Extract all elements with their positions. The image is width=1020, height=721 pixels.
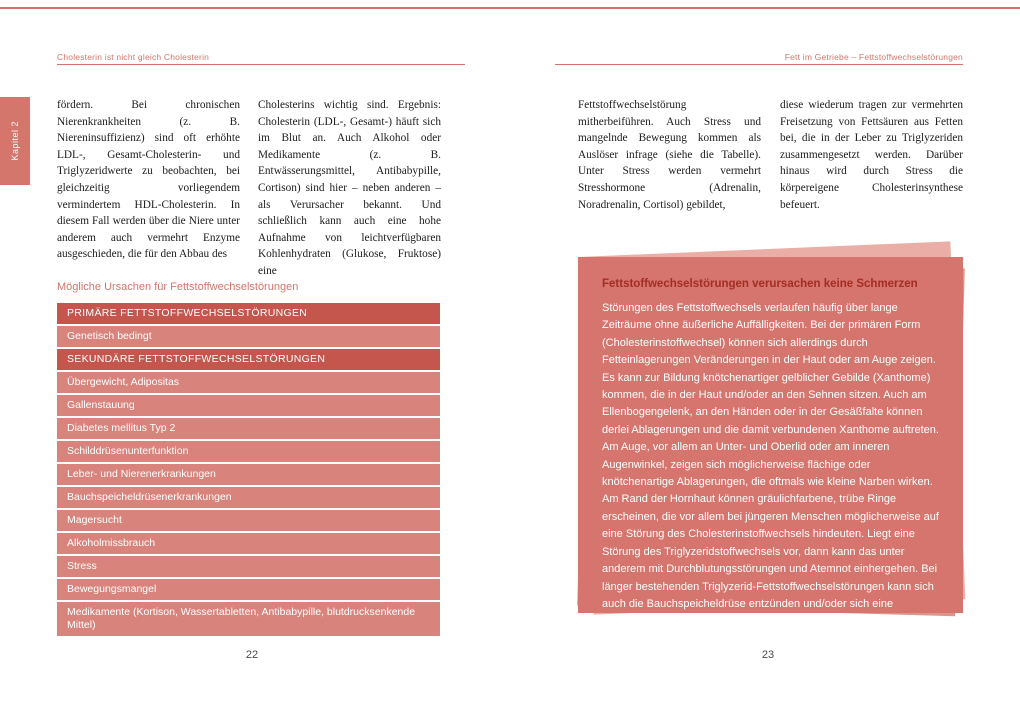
top-rule xyxy=(0,7,1020,9)
body-column-2: Cholesterins wichtig sind. Ergebnis: Cholesterin (LDL-, Gesamt-) häuft sich im Blut an. Auch Alkohol oder Medikamente (z. B. Entwässerungsmittel, Antibabypille, Cortison) sind hier – neben anderen – als Verursacher bekannt. Und schließlich kann auch eine hohe Aufnahme von leichtverfügbaren Kohlenhydraten (Glukose, Fruktose) eine xyxy=(258,99,441,277)
body-column-3: Fettstoffwechselstörung mitherbeiführen. Auch Stress und mangelnde Bewegung kommen als Auslöser infrage (siehe die Tabelle). Unter Stress werden vermehrt Stresshormone (Adrenalin, Noradrenalin, Cortisol) gebildet, xyxy=(578,99,761,211)
infobox-body: Störungen des Fettstoffwechsels verlaufen häufig über lange Zeiträume ohne äußerliche Auffälligkeiten. Bei der primären Form (Cholesterinstoffwechsel) können sich allerdings durch Fetteinlagerungen Veränderungen in der Haut oder am Auge zeigen. Es kann zur Bildung knötchenartiger gelblicher Gebilde (Xanthome) kommen, die in der Haut und/oder an den Sehnen sitzen. Auch am Ellenbogengelenk, an den Händen oder in der Gesäßfalte können derlei Ablagerungen und die damit verbundenen Xanthome auftreten. Am Auge, vor allem an Unter- und Oberlid oder am inneren Augenwinkel, zeigen sich möglicherweise flächige oder knötchenartige Ablagerungen, die oftmals wie kleine Narben wirken. Am Rand der Hornhaut können gräulichfarbene, trübe Ringe erscheinen, die vor allem bei jüngeren Menschen möglicherweise auf eine Störung des Cholesterinstoffwechsels hindeuten. Liegt eine Störung des Triglyzeridstoffwechsels vor, dann kann das unter anderem mit Durchblutungsstörungen und Atemnot einhergehen. Bei länger bestehenden Triglyzerid-Fettstoffwechselstörungen kann sich auch die Bauchspeicheldrüse entzünden und/oder sich eine Fettleber bilden. xyxy=(602,302,939,628)
running-head-rule-left xyxy=(57,64,465,65)
table-row: Alkoholmissbrauch xyxy=(57,533,440,554)
table-row: Leber- und Nierenerkrankungen xyxy=(57,464,440,485)
table-row: Übergewicht, Adipositas xyxy=(57,372,440,393)
chapter-tab-label: Kapitel 2 xyxy=(10,121,20,161)
table-row: Bewegungsmangel xyxy=(57,579,440,600)
table-title: Mögliche Ursachen für Fettstoffwechselstörungen xyxy=(57,281,299,293)
table-row: Schilddrüsenunterfunktion xyxy=(57,441,440,462)
page-number-left: 22 xyxy=(245,649,259,661)
infobox-title: Fettstoffwechselstörungen verursachen keine Schmerzen xyxy=(602,278,918,290)
body-column-1: fördern. Bei chronischen Nierenkrankheiten (z. B. Niereninsuffizienz) sind oft erhöhte LDL-, Gesamt-Cholesterin- und Triglyzeridwerte zu beobachten, bei gleichzeitig vorliegendem vermindertem HDL-Cholesterin. In diesem Fall werden über die Niere unter anderem auch vermehrt Enzyme ausgeschieden, die für den Abbau des xyxy=(57,99,240,261)
page-number-right: 23 xyxy=(761,649,775,661)
table-row: Genetisch bedingt xyxy=(57,326,440,347)
table-row: PRIMÄRE FETTSTOFFWECHSELSTÖRUNGEN xyxy=(57,303,440,324)
table-row: Medikamente (Kortison, Wassertabletten, Antibabypille, blutdrucksenkende Mittel) xyxy=(57,602,440,636)
running-head-right: Fett im Getriebe – Fettstoffwechselstörungen xyxy=(784,52,963,62)
table-row: Gallenstauung xyxy=(57,395,440,416)
infobox xyxy=(578,257,963,628)
running-head-rule-right xyxy=(555,64,963,65)
running-head-left: Cholesterin ist nicht gleich Cholesterin xyxy=(57,52,210,62)
body-column-4: diese wiederum tragen zur vermehrten Freisetzung von Fettsäuren aus Fetten bei, die in der Leber zu Triglyzeriden zusammengesetzt werden. Darüber hinaus wird durch Stress die körpereigene Cholesterinsynthese befeuert. xyxy=(780,99,963,211)
table-row: Stress xyxy=(57,556,440,577)
table-row: SEKUNDÄRE FETTSTOFFWECHSELSTÖRUNGEN xyxy=(57,349,440,370)
table-row: Bauchspeicheldrüsenerkrankungen xyxy=(57,487,440,508)
table-row: Diabetes mellitus Typ 2 xyxy=(57,418,440,439)
causes-table xyxy=(57,303,440,638)
chapter-tab xyxy=(0,97,30,185)
table-row: Magersucht xyxy=(57,510,440,531)
